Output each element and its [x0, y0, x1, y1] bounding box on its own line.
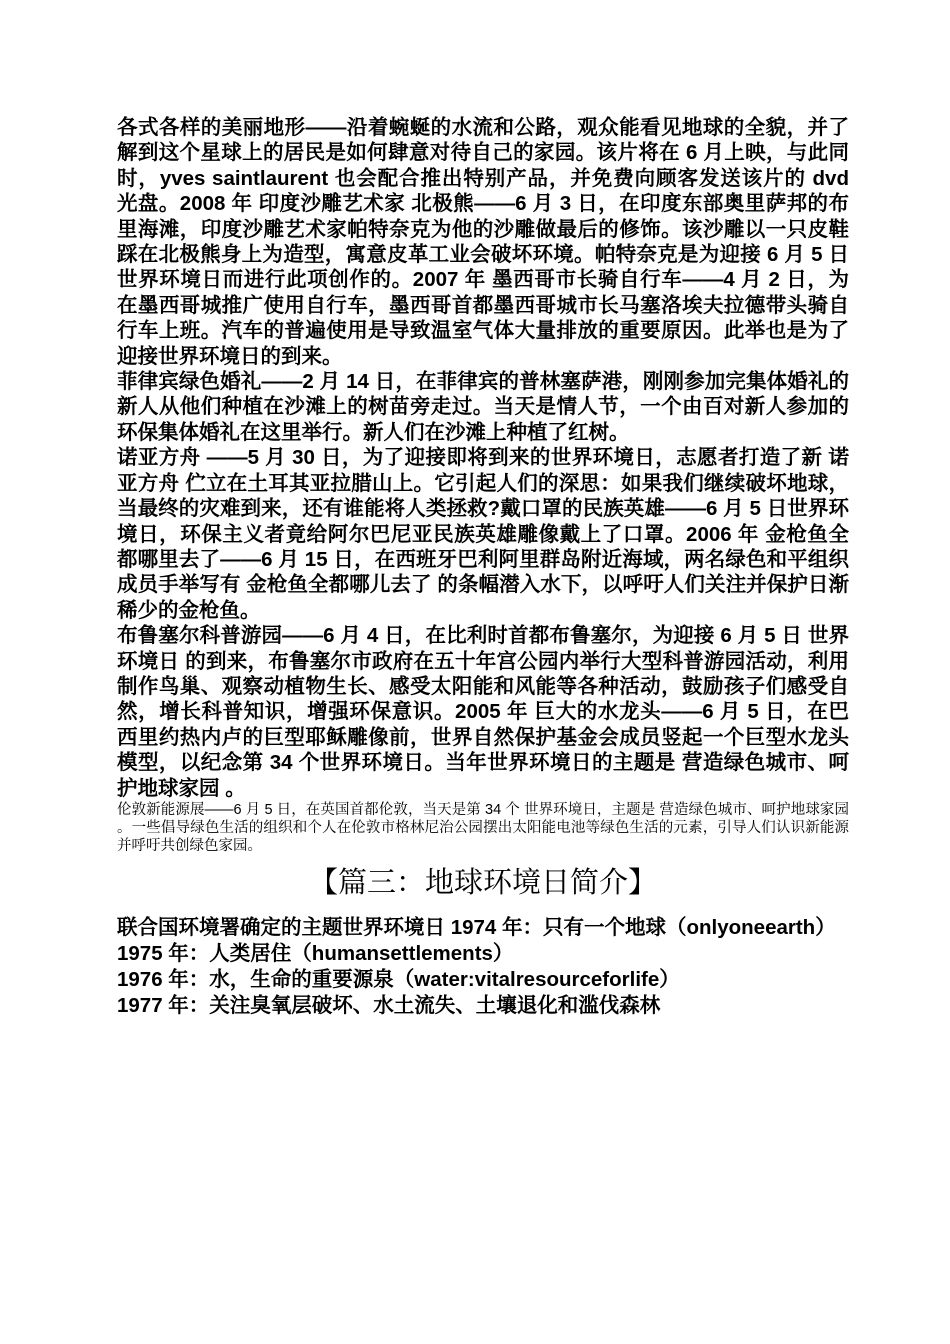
list-item-1976: 1976 年：水，生命的重要源泉（water:vitalresourceforlife）: [117, 967, 680, 991]
paragraph-noahs-ark: 诺亚方舟 ——5 月 30 日，为了迎接即将到来的世界环境日，志愿者打造了新 诺亚方舟 伫立在土耳其亚拉腊山上。它引起人们的深思：如果我们继续破坏地球，当最终的灾难到来，还有谁能将人类拯救?戴口罩的民族英雄——6 月 5 日世界环境日，环保主义者竟给阿尔巴尼亚民族英雄雕像戴上了口罩。2006 年 金枪鱼全都哪里去了——6 月 15 日，在西班牙巴利阿里群岛附近海域，两名绿色和平组织成员手举写有 金枪鱼全都哪儿去了 的条幅潜入水下，以呼吁人们关注并保护日渐稀少的金枪鱼。: [117, 446, 849, 622]
paragraph-brussels-park: 布鲁塞尔科普游园——6 月 4 日，在比利时首都布鲁塞尔，为迎接 6 月 5 日 世界环境日 的到来，布鲁塞尔市政府在五十年宫公园内举行大型科普游园活动，利用制作鸟巢、观察动植物生长、感受太阳能和风能等各种活动，鼓励孩子们感受自然，增长科普知识，增强环保意识。2005 年 巨大的水龙头——6 月 5 日，在巴西里约热内卢的巨型耶稣雕像前，世界自然保护基金会成员竖起一个巨型水龙头模型，以纪念第 34 个世界环境日。当年世界环境日的主题是 营造绿色城市、呵护地球家园 。: [117, 624, 849, 800]
document-page: [117, 115, 849, 1019]
paragraph-philippines-wedding: 菲律宾绿色婚礼——2 月 14 日，在菲律宾的普林塞萨港，刚刚参加完集体婚礼的新人从他们种植在沙滩上的树苗旁走过。当天是情人节，一个由百对新人参加的环保集体婚礼在这里举行。新人们在沙滩上种植了红树。: [117, 370, 849, 444]
list-item-1977: 1977 年：关注臭氧层破坏、水土流失、土壤退化和滥伐森林: [117, 993, 661, 1017]
list-item-1974: 联合国环境署确定的主题世界环境日 1974 年：只有一个地球（onlyoneearth）: [117, 915, 836, 939]
paragraph-london-energy: 伦敦新能源展——6 月 5 日，在英国首都伦敦，当天是第 34 个 世界环境日，主题是 营造绿色城市、呵护地球家园 。一些倡导绿色生活的组织和个人在伦敦市格林尼治公园摆出太阳能电池等绿色生活的元素，引导人们认识新能源并呼吁共创绿色家园。: [117, 801, 849, 854]
paragraph-environment-events: 各式各样的美丽地形——沿着蜿蜒的水流和公路，观众能看见地球的全貌，并了解到这个星球上的居民是如何肆意对待自己的家园。该片将在 6 月上映，与此同时，yves saintlaurent 也会配合推出特别产品，并免费向顾客发送该片的 dvd 光盘。2008 年 印度沙雕艺术家 北极熊——6 月 3 日，在印度东部奥里萨邦的布里海滩，印度沙雕艺术家帕特奈克为他的沙雕做最后的修饰。该沙雕以一只皮鞋踩在北极熊身上为造型，寓意皮革工业会破坏环境。帕特奈克是为迎接 6 月 5 日世界环境日而进行此项创作的。2007 年 墨西哥市长骑自行车——4 月 2 日，为在墨西哥城推广使用自行车，墨西哥首都墨西哥城市长马塞洛埃夫拉德带头骑自行车上班。汽车的普遍使用是导致温室气体大量排放的重要原因。此举也是为了迎接世界环境日的到来。: [117, 116, 849, 368]
section-heading: 【篇三：地球环境日简介】: [308, 866, 657, 899]
list-item-1975: 1975 年：人类居住（humansettlements）: [117, 941, 514, 965]
